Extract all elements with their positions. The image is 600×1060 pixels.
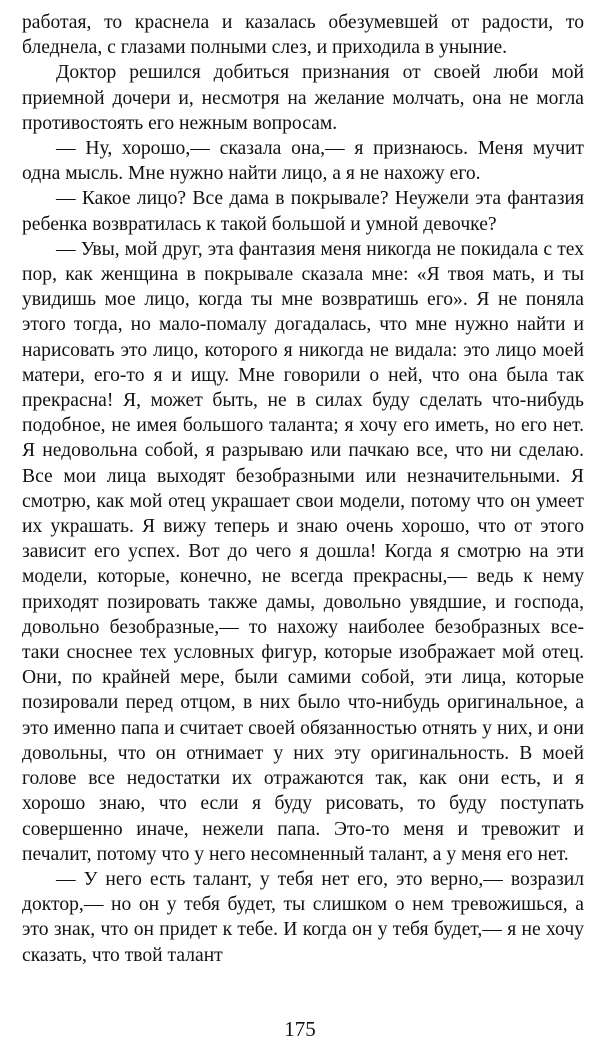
dialogue-paragraph: — У него есть талант, у тебя нет его, это верно,— возразил доктор,— но он у тебя будет, ты слишком о нем тревожишься, а это знак, что он придет к тебе. И когда он у тебя будет,— я не хочу сказать, что твой талант: [22, 868, 584, 966]
dialogue-paragraph: — Какое лицо? Все дама в покрывале? Неужели эта фантазия ребенка возвратилась к такой большой и умной девочке?: [22, 188, 584, 235]
dialogue-paragraph: — Увы, мой друг, эта фантазия меня никогда не покидала с тех пор, как женщина в покрывале сказала мне: «Я твоя мать, и ты увидишь мое лицо, когда ты мне возвратишь его». Я не поняла этого тогда, но мало-помалу догадалась, что мне нужно найти и нарисовать это лицо, которого я никогда не видала: это лицо моей матери, его-то я и ищу. Мне говорили о ней, что она была так прекрасна! Я, может быть, не в силах буду сделать что-нибудь подобное, не имея большого таланта; я хочу его иметь, но его нет. Я недовольна собой, я разрываю или пачкаю все, что ни сделаю. Все мои лица выходят безобразными или незначительными. Я смотрю, как мой отец украшает свои модели, потому что он умеет их украшать. Я вижу теперь и знаю очень хорошо, что от этого зависит его успех. Вот до чего я дошла! Когда я смотрю на эти модели, которые, конечно, не всегда прекрасны,— ведь к нему приходят позировать также дамы, довольно увядшие, и господа, довольно безобразные,— то нахожу наиболее безобразных все-таки сноснее тех условных фигур, которые изображает мой отец. Они, по крайней мере, были самими собой, эти лица, которые позировали перед отцом, в них было что-нибудь оригинальное, а это именно папа и считает своей обязанностью отнять у них, и они довольны, что он отнимает у них эту оригинальность. В моей голове все недостатки их отражаются так, как они есть, и я хорошо знаю, что если я буду рисовать, то буду поступать совершенно иначе, нежели папа. Это-то меня и тревожит и печалит, потому что у него несомненный талант, а у меня его нет.: [22, 238, 584, 865]
page-number: 175: [284, 1017, 316, 1041]
page-text-body: [22, 10, 584, 968]
paragraph-continuation: работая, то краснела и казалась обезумевшей от радости, то бледнела, с глазами полными слез, и приходила в уныние.: [22, 12, 584, 59]
paragraph: Доктор решился добиться признания от своей люби мой приемной дочери и, несмотря на желание молчать, она не могла противостоять его нежным вопросам.: [22, 62, 584, 134]
dialogue-paragraph: — Ну, хорошо,— сказала она,— я признаюсь. Меня мучит одна мысль. Мне нужно найти лицо, а я не нахожу его.: [22, 138, 584, 185]
